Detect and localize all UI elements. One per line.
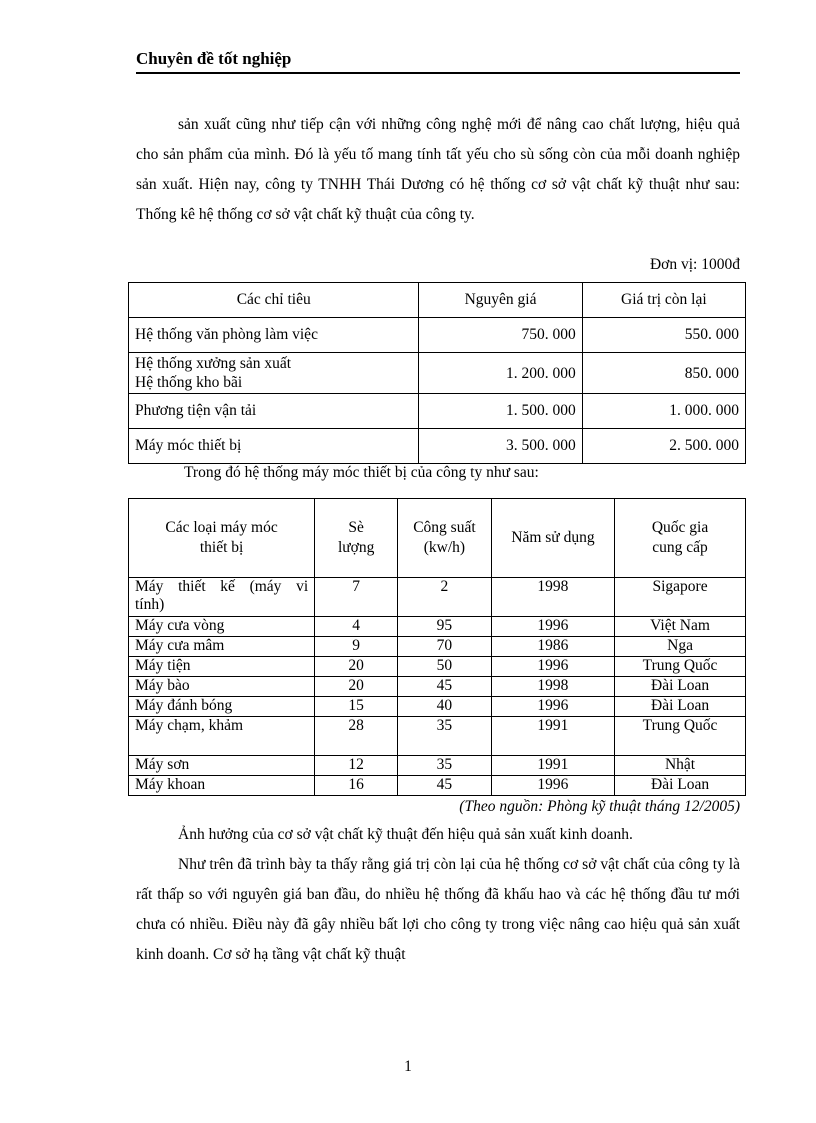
machine-name: Máy đánh bóng: [129, 697, 315, 717]
asset-name-line: Hệ thống xưởng sản xuất: [135, 355, 292, 372]
header-cell: [615, 499, 746, 578]
machine-power: 35: [398, 756, 492, 776]
asset-remaining: 850. 000: [582, 353, 745, 394]
asset-original: 1. 500. 000: [419, 394, 582, 429]
header-cell: [129, 499, 315, 578]
machine-power: 95: [398, 617, 492, 637]
machine-country: Đài Loan: [615, 697, 746, 717]
impact-heading: Ảnh hưởng của cơ sở vật chất kỹ thuật đến hiệu quả sản xuất kinh doanh.: [178, 826, 633, 843]
machine-country: Nhật: [615, 756, 746, 776]
machine-country: Nga: [615, 637, 746, 657]
source-note: (Theo nguồn: Phòng kỹ thuật tháng 12/2005): [459, 798, 740, 815]
header-line: Các loại máy móc: [165, 519, 278, 536]
machines-table: [128, 498, 746, 796]
table-row: [129, 617, 746, 637]
machine-year: 1991: [491, 717, 614, 756]
machine-qty: 7: [315, 578, 398, 617]
asset-name: Phương tiện vận tải: [129, 394, 419, 429]
header-line: cung cấp: [652, 539, 708, 556]
machine-qty: 15: [315, 697, 398, 717]
machine-year: 1996: [491, 657, 614, 677]
asset-remaining: 550. 000: [582, 318, 745, 353]
assets-table: [128, 282, 746, 464]
table-row: [129, 697, 746, 717]
header-line: (kw/h): [423, 539, 466, 556]
table-row: [129, 756, 746, 776]
header-cell: Nguyên giá: [419, 283, 582, 318]
machine-qty: 16: [315, 776, 398, 796]
header-line: thiết bị: [199, 539, 244, 556]
machine-year: 1996: [491, 697, 614, 717]
machine-power: 45: [398, 776, 492, 796]
machine-power: 70: [398, 637, 492, 657]
machine-power: 50: [398, 657, 492, 677]
table-row: [129, 318, 746, 353]
header-line: Công suất: [413, 519, 476, 536]
machine-year: 1998: [491, 677, 614, 697]
machine-name: Máy sơn: [129, 756, 315, 776]
machine-name: Máy chạm, khảm: [129, 717, 315, 756]
page-header: [136, 50, 740, 74]
table-row: [129, 429, 746, 464]
machine-name: Máy cưa vòng: [129, 617, 315, 637]
machine-qty: 28: [315, 717, 398, 756]
machine-qty: 20: [315, 657, 398, 677]
machine-qty: 9: [315, 637, 398, 657]
machine-name: [129, 578, 315, 617]
header-line: Quốc gia: [651, 519, 709, 536]
machine-power: 45: [398, 677, 492, 697]
header-cell: Các chỉ tiêu: [129, 283, 419, 318]
asset-name: [129, 353, 419, 394]
asset-name-line: Hệ thống kho bãi: [135, 374, 243, 391]
page-number: 1: [404, 1058, 412, 1075]
machine-country: Đài Loan: [615, 677, 746, 697]
table-row: [129, 657, 746, 677]
machine-country: Việt Nam: [615, 617, 746, 637]
table-row: [129, 394, 746, 429]
asset-name: Hệ thống văn phòng làm việc: [129, 318, 419, 353]
table-row: [129, 717, 746, 756]
header-cell: [398, 499, 492, 578]
machine-country: Sigapore: [615, 578, 746, 617]
machine-year: 1996: [491, 617, 614, 637]
machine-name-line: tính): [135, 596, 165, 613]
asset-original: 750. 000: [419, 318, 582, 353]
machine-name: Máy khoan: [129, 776, 315, 796]
table-row: [129, 776, 746, 796]
machine-country: Đài Loan: [615, 776, 746, 796]
machine-power: 35: [398, 717, 492, 756]
header-title: Chuyên đề tốt nghiệp: [136, 49, 292, 68]
machine-qty: 4: [315, 617, 398, 637]
asset-remaining: 2. 500. 000: [582, 429, 745, 464]
impact-paragraph: Như trên đã trình bày ta thấy rằng giá trị còn lại của hệ thống cơ sở vật chất của công ty là rất thấp so với nguyên giá ban đầu, do nhiều hệ thống đã khấu hao và các hệ thống đầu tư mới chưa có nhiều. Điều này đã gây nhiều bất lợi cho công ty trong việc nâng cao hiệu quả sản xuất kinh doanh. Cơ sở hạ tầng vật chất kỹ thuật: [136, 856, 740, 963]
machine-name-line: Máy thiết kế (máy vi: [135, 578, 309, 595]
intro-paragraph: sản xuất cũng như tiếp cận với những công nghệ mới để nâng cao chất lượng, hiệu quả cho sản phẩm của mình. Đó là yếu tố mang tính tất yếu cho sù sống còn của mỗi doanh nghiệp sản xuất. Hiện nay, công ty TNHH Thái Dương có hệ thống cơ sở vật chất kỹ thuật như sau: Thống kê hệ thống cơ sở vật chất kỹ thuật của công ty.: [136, 116, 740, 223]
header-line: lượng: [337, 539, 375, 556]
table-row: [129, 677, 746, 697]
machine-year: 1986: [491, 637, 614, 657]
machine-country: Trung Quốc: [615, 717, 746, 756]
table-header-row: [129, 283, 746, 318]
machine-year: 1996: [491, 776, 614, 796]
asset-name: Máy móc thiết bị: [129, 429, 419, 464]
machine-year: 1991: [491, 756, 614, 776]
machine-power: 40: [398, 697, 492, 717]
machines-intro: Trong đó hệ thống máy móc thiết bị của công ty như sau:: [184, 464, 539, 481]
machine-name: Máy tiện: [129, 657, 315, 677]
machine-year: 1998: [491, 578, 614, 617]
machine-name: Máy cưa mâm: [129, 637, 315, 657]
header-cell: [315, 499, 398, 578]
header-cell: Năm sử dụng: [491, 499, 614, 578]
table-header-row: [129, 499, 746, 578]
machine-name: Máy bào: [129, 677, 315, 697]
table-row: [129, 578, 746, 617]
asset-remaining: 1. 000. 000: [582, 394, 745, 429]
machine-qty: 20: [315, 677, 398, 697]
machine-country: Trung Quốc: [615, 657, 746, 677]
header-line: Sè: [348, 519, 364, 536]
table-row: [129, 353, 746, 394]
header-cell: Giá trị còn lại: [582, 283, 745, 318]
asset-original: 3. 500. 000: [419, 429, 582, 464]
unit-label: Đơn vị: 1000đ: [649, 256, 740, 273]
table-row: [129, 637, 746, 657]
machine-power: 2: [398, 578, 492, 617]
machine-qty: 12: [315, 756, 398, 776]
asset-original: 1. 200. 000: [419, 353, 582, 394]
